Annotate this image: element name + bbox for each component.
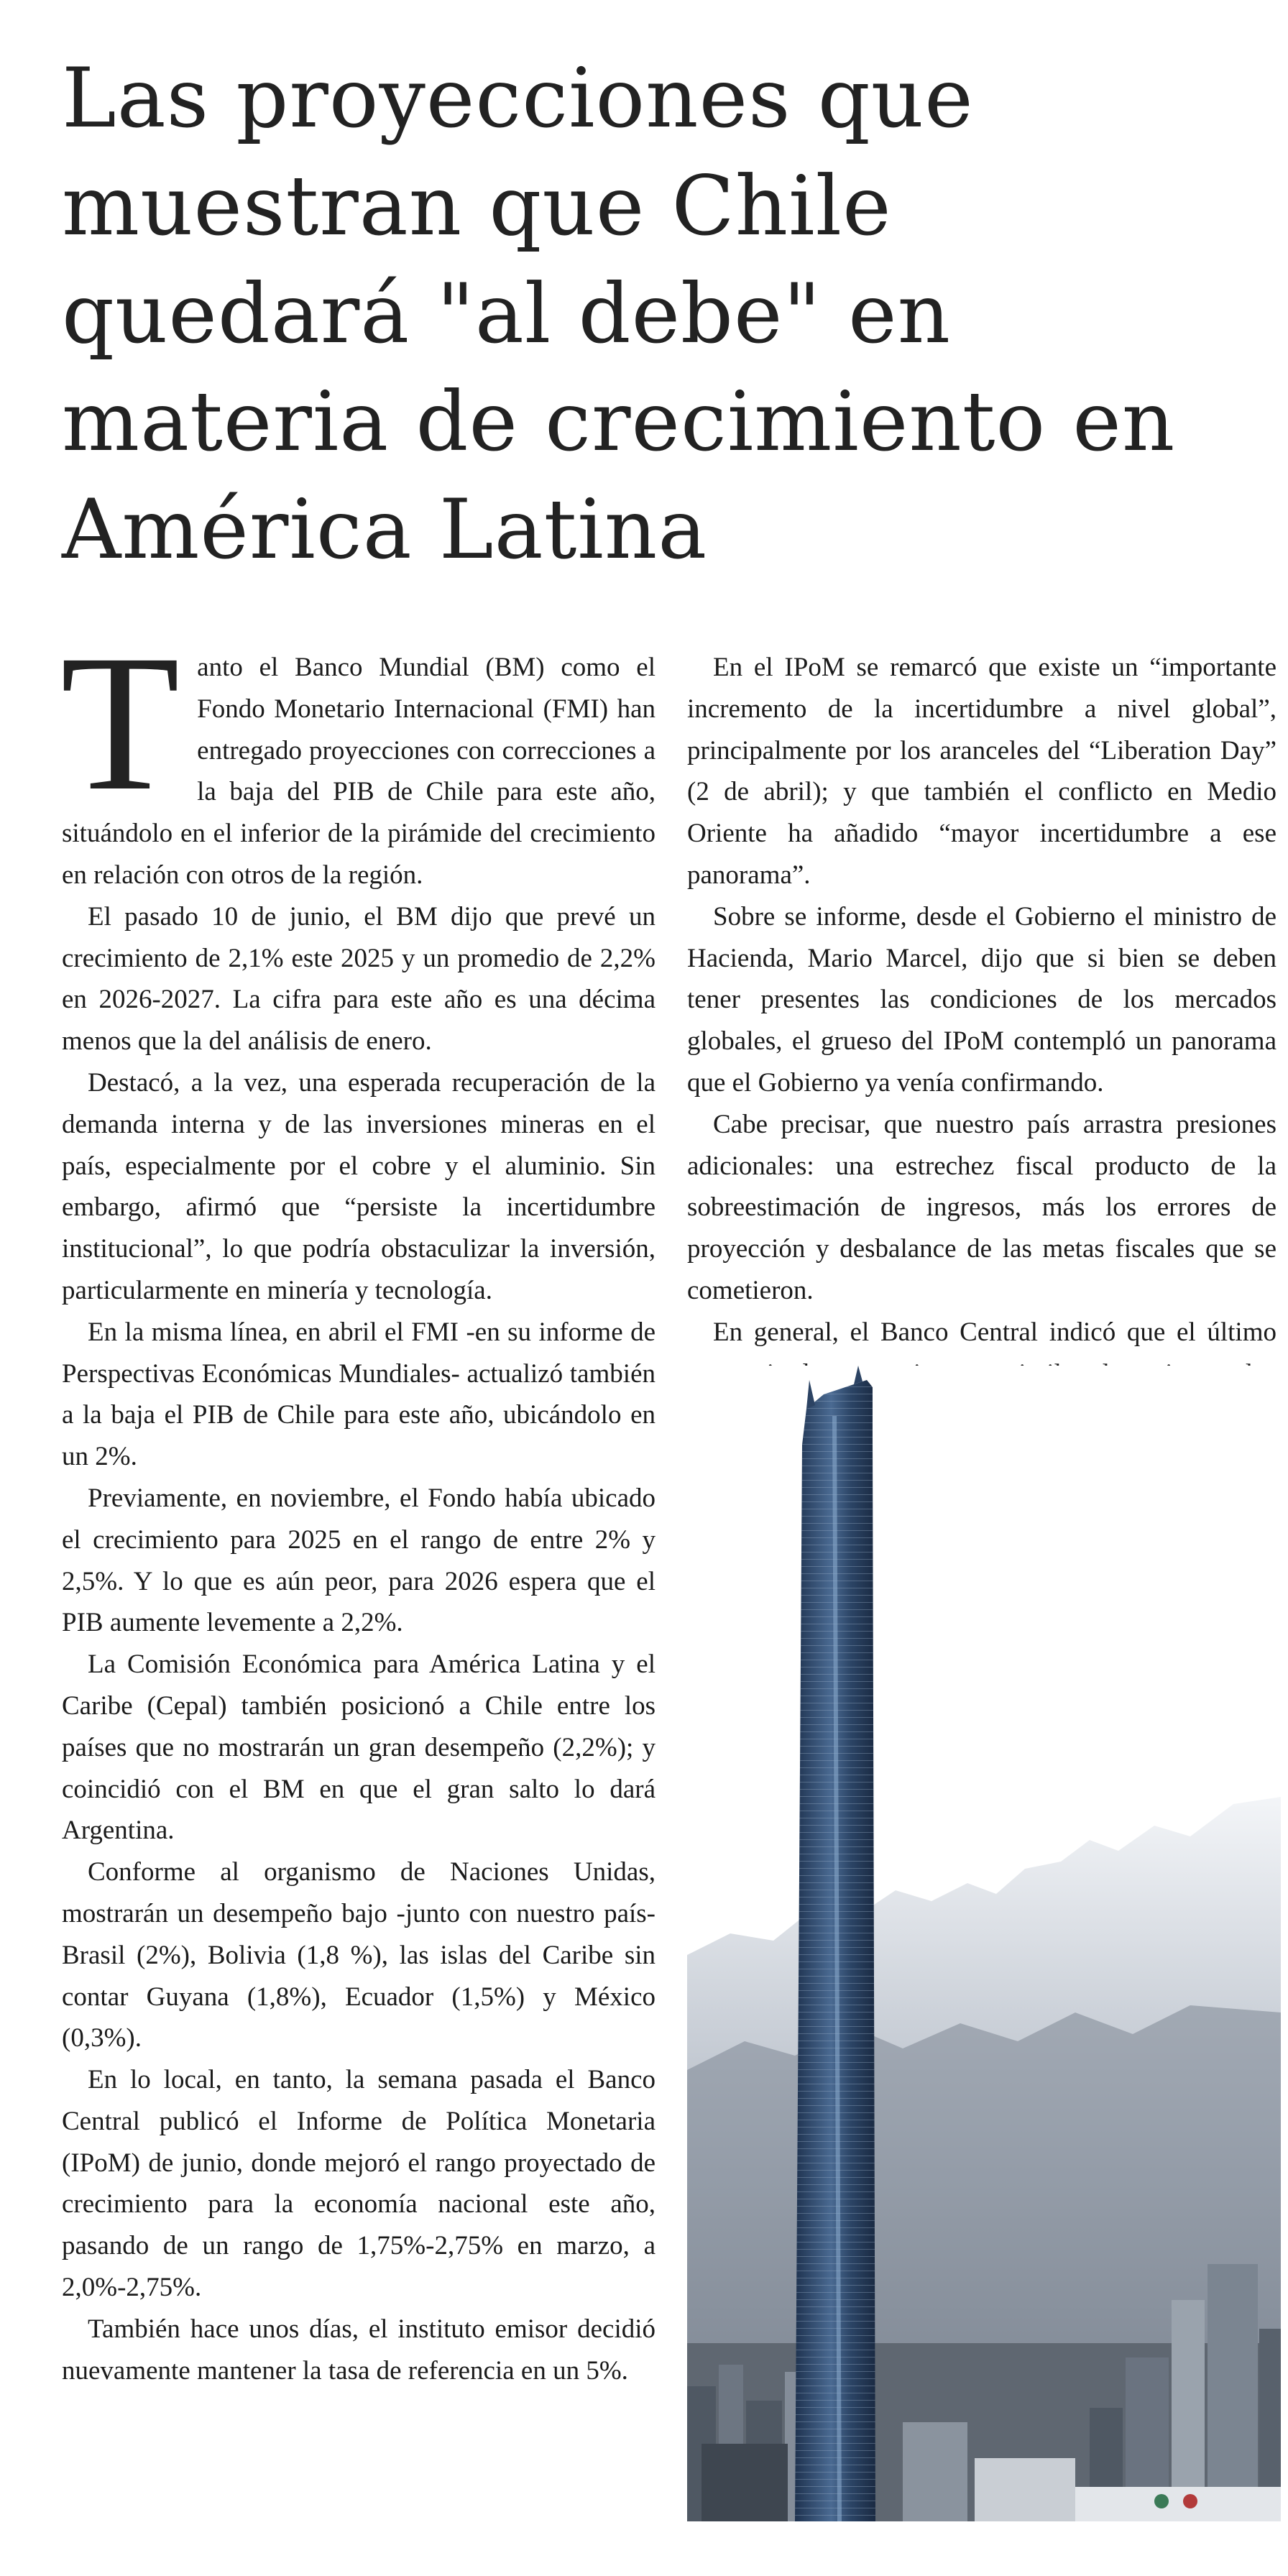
article-paragraph [60, 615, 656, 896]
article-paragraph: En el IPoM se remarcó que existe un “importante incremento de la incertidumbre a nivel global”, principalmente por los aranceles del “Liberation Day” (2 de abril); y que también el conflicto en Medio Oriente ha añadido “mayor incertidumbre a ese panorama”. [687, 653, 1276, 890]
paragraph-text: anto el Banco Mundial (BM) como el Fondo Monetario Internacional (FMI) han entregado proyecciones con correcciones a la baja del PIB de Chile para este año, situándolo en el inferior de la pirámide del crecimiento en relación con otros de la región. [62, 653, 656, 890]
article-left-column [60, 615, 656, 2391]
article-paragraph: Previamente, en noviembre, el Fondo había ubicado el crecimiento para 2025 en el rango de entre 2% y 2,5%. Y lo que es aún peor, para 2026 espera que el PIB aumente levemente a 2,2%. [62, 1483, 656, 1638]
article-paragraph: Destacó, a la vez, una esperada recuperación de la demanda interna y de las inversiones mineras en el país, especialmente por el cobre y el aluminio. Sin embargo, afirmó que “persiste la incertidumbre institucional”, lo que podría obstaculizar la inversión, particularmente en minería y tecnología. [62, 1067, 656, 1305]
article-paragraph: El pasado 10 de junio, el BM dijo que prevé un crecimiento de 2,1% este 2025 y un promedio de 2,2% en 2026-2027. La cifra para este año es una décima menos que la del análisis de enero. [62, 901, 656, 1057]
article-headline: Las proyecciones que muestran que Chile quedará "al debe" en materia de crecimiento en América Latina [62, 50, 1176, 577]
skyline-illustration [687, 1366, 1281, 2521]
article-paragraph: En la misma línea, en abril el FMI -en su informe de Perspectivas Económicas Mundiales- actualizó también a la baja el PIB de Chile para este año, ubicándolo en un 2%. [62, 1317, 656, 1472]
article-paragraph: Conforme al organismo de Naciones Unidas, mostrarán un desempeño bajo -junto con nuestro país- Brasil (2%), Bolivia (1,8 %), las islas del Caribe sin contar Guyana (1,8%), Ecuador (1,5%) y México (0,3%). [62, 1857, 656, 2053]
gran-torre-santiago [795, 1366, 875, 2521]
drop-cap: T [60, 615, 180, 831]
article-paragraph: En general, el Banco Central indicó que el último [713, 1317, 1276, 1347]
article-right-column [687, 647, 1276, 1478]
article-paragraph: En lo local, en tanto, la semana pasada el Banco Central publicó el Informe de Política Monetaria (IPoM) de junio, donde mejoró el rango proyectado de crecimiento para la economía nacional este año, pasando de un rango de 1,75%-2,75% en marzo, a 2,0%-2,75%. [62, 2065, 656, 2303]
tower-photo [687, 1366, 1281, 2521]
article-paragraph: También hace unos días, el instituto emisor decidió nuevamente mantener la tasa de referencia en un 5%. [62, 2314, 656, 2386]
article-paragraph: La Comisión Económica para América Latina y el Caribe (Cepal) también posicionó a Chile entre los países que no mostrarán un gran desempeño (2,2%); y coincidió con el BM en que el gran salto lo dará Argentina. [62, 1650, 656, 1846]
article-paragraph: Sobre se informe, desde el Gobierno el ministro de Hacienda, Mario Marcel, dijo que si bien se deben tener presentes las condiciones de los mercados globales, el grueso del IPoM contempló un panorama que el Gobierno ya venía confirmando. [687, 901, 1276, 1098]
article-paragraph: Cabe precisar, que nuestro país arrastra presiones adicionales: una estrechez fiscal producto de la sobreestimación de ingresos, más los errores de proyección y desbalance de las metas fiscales que se cometieron. [687, 1109, 1276, 1305]
